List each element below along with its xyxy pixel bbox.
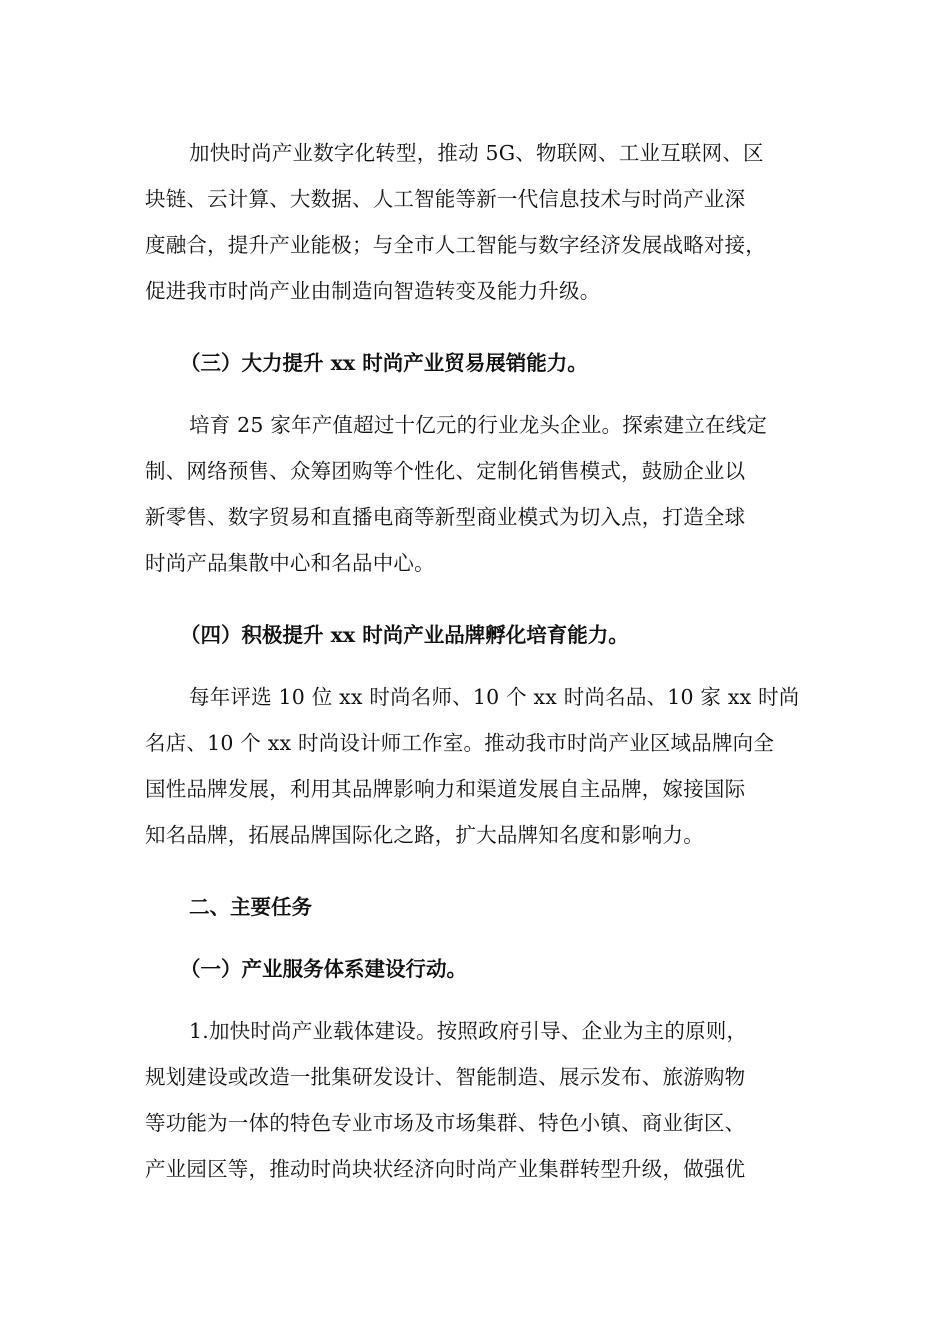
heading-service-system: （一）产业服务体系建设行动。 <box>180 957 467 981</box>
heading-trade-exhibition: （三）大力提升 xx 时尚产业贸易展销能力。 <box>180 351 588 375</box>
paragraph-line: 每年评选 10 位 xx 时尚名师、10 个 xx 时尚名品、10 家 xx 时尚 <box>189 685 800 709</box>
paragraph-digital-transformation <box>145 130 810 314</box>
paragraph-line: 加快时尚产业数字化转型，推动 5G、物联网、工业互联网、区 <box>189 141 764 165</box>
paragraph-carrier-construction <box>145 1008 810 1192</box>
paragraph-line: 新零售、数字贸易和直播电商等新型商业模式为切入点，打造全球 <box>145 505 746 529</box>
section-heading-main-tasks: 二、主要任务 <box>189 895 312 919</box>
paragraph-annual-selection <box>145 674 810 858</box>
paragraph-line: 产业园区等，推动时尚块状经济向时尚产业集群转型升级，做强优 <box>145 1157 746 1181</box>
paragraph-line: 规划建设或改造一批集研发设计、智能制造、展示发布、旅游购物 <box>145 1065 746 1089</box>
paragraph-line: 促进我市时尚产业由制造向智造转变及能力升级。 <box>145 279 601 303</box>
paragraph-line: 时尚产品集散中心和名品中心。 <box>145 551 435 575</box>
paragraph-leading-enterprises <box>145 402 810 586</box>
paragraph-line: 制、网络预售、众筹团购等个性化、定制化销售模式，鼓励企业以 <box>145 459 746 483</box>
paragraph-line: 名店、10 个 xx 时尚设计师工作室。推动我市时尚产业区域品牌向全 <box>145 731 775 755</box>
paragraph-line: 国性品牌发展，利用其品牌影响力和渠道发展自主品牌，嫁接国际 <box>145 777 746 801</box>
paragraph-line: 块链、云计算、大数据、人工智能等新一代信息技术与时尚产业深 <box>145 187 746 211</box>
heading-brand-incubation: （四）积极提升 xx 时尚产业品牌孵化培育能力。 <box>180 623 629 647</box>
paragraph-line: 等功能为一体的特色专业市场及市场集群、特色小镇、商业街区、 <box>145 1111 746 1135</box>
paragraph-line: 知名品牌，拓展品牌国际化之路，扩大品牌知名度和影响力。 <box>145 823 704 847</box>
paragraph-line: 1.加快时尚产业载体建设。按照政府引导、企业为主的原则， <box>189 1019 748 1043</box>
paragraph-line: 度融合，提升产业能极；与全市人工智能与数字经济发展战略对接， <box>145 233 766 257</box>
paragraph-line: 培育 25 家年产值超过十亿元的行业龙头企业。探索建立在线定 <box>189 413 768 437</box>
